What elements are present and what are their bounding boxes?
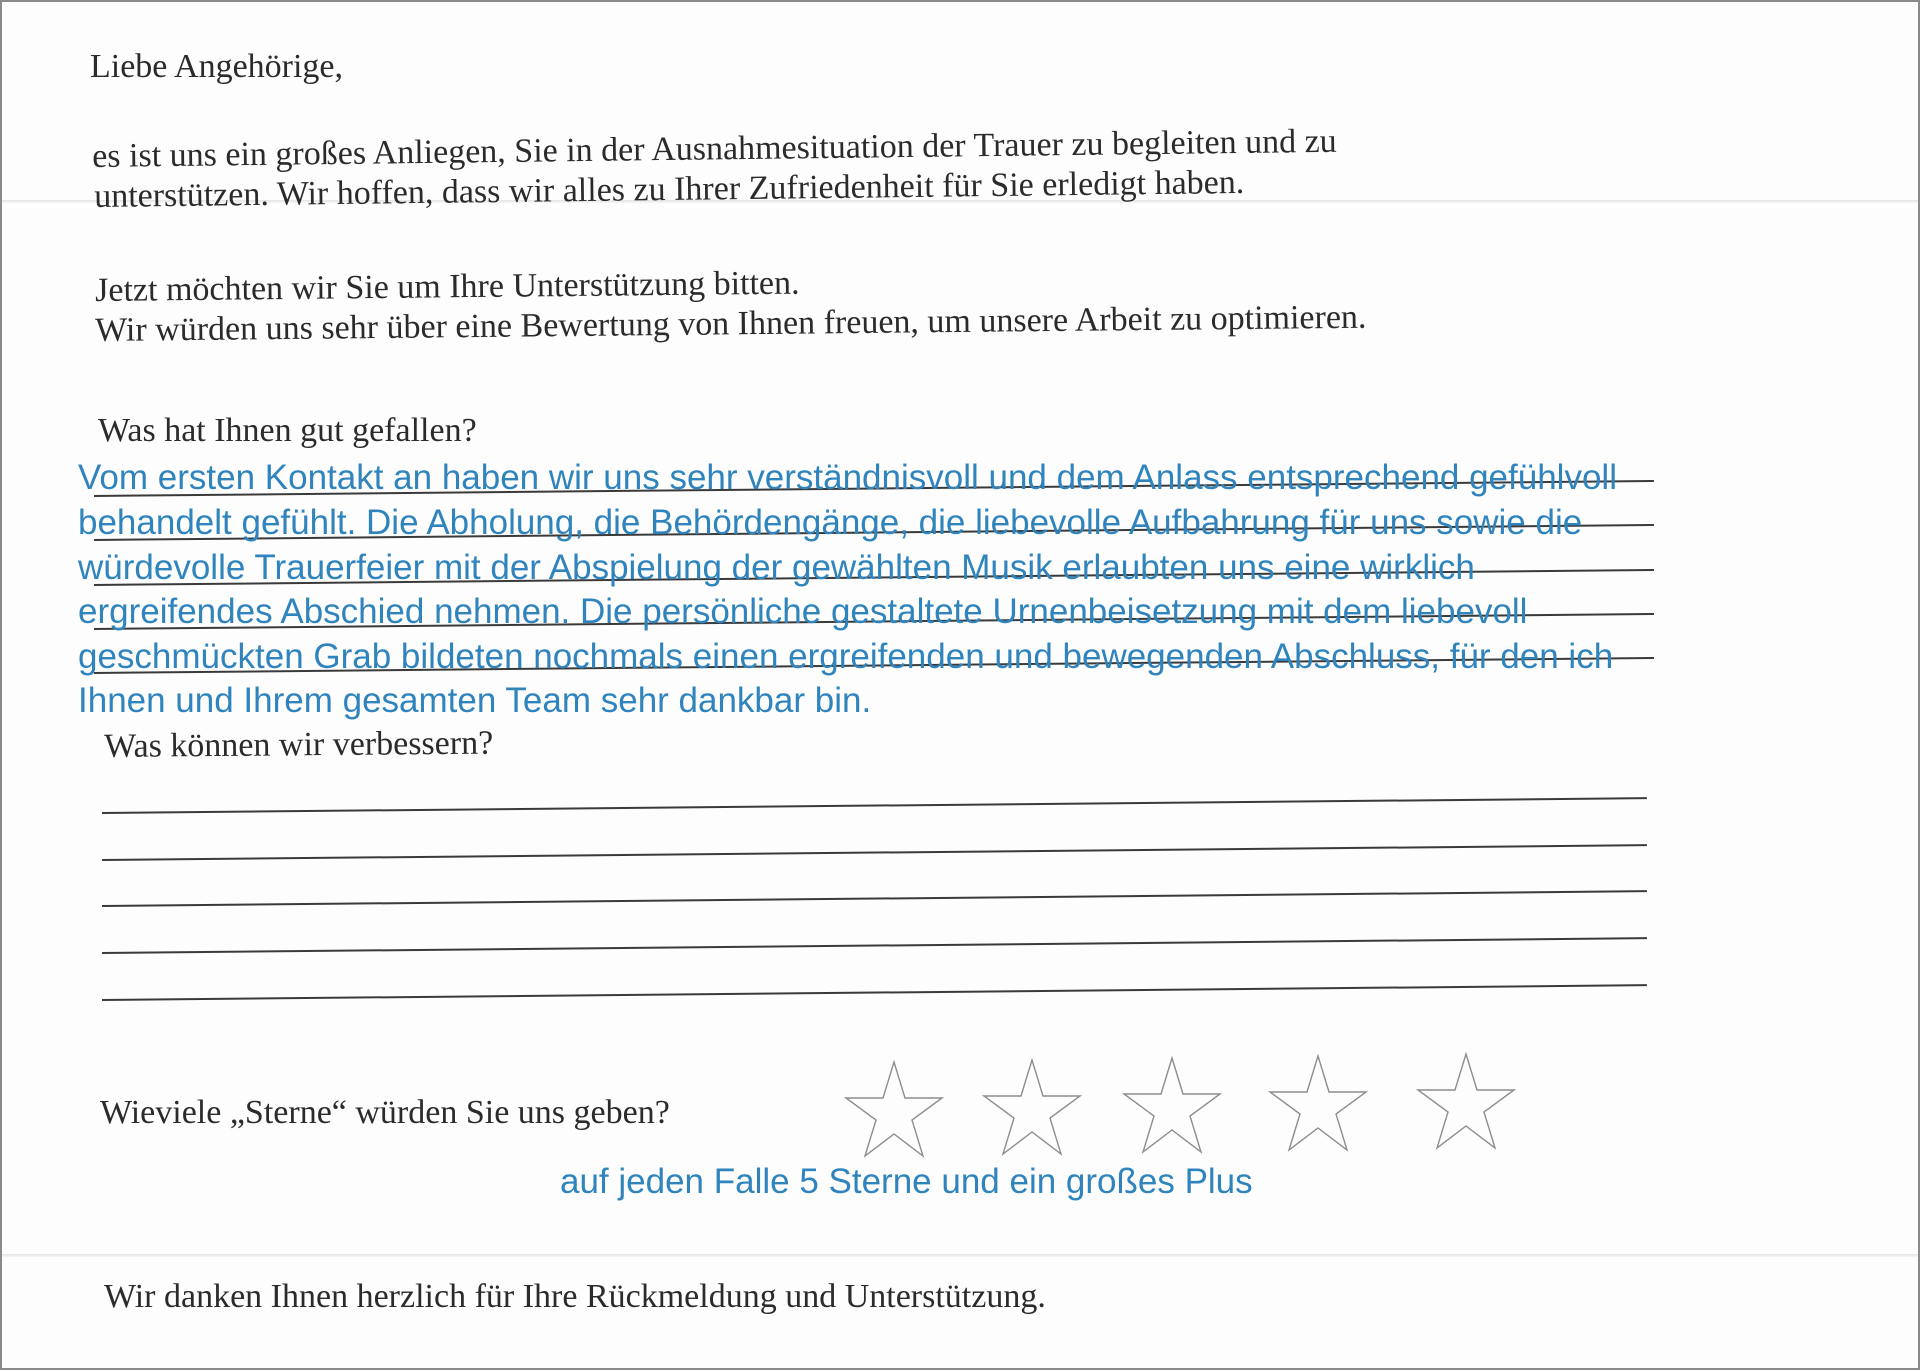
liked-answer-line-2: behandelt gefühlt. Die Abholung, die Behördengänge, die liebevolle Aufbahrung für uns sowie die: [78, 503, 1583, 542]
liked-answer-line-1: Vom ersten Kontakt an haben wir uns sehr verständnisvoll und dem Anlass entsprechend gefühlvoll: [78, 458, 1617, 497]
answer-rule-improve: [102, 844, 1647, 861]
request-line-1: Jetzt möchten wir Sie um Ihre Unterstützung bitten.: [94, 264, 800, 309]
question-stars: Wieviele „Sterne“ würden Sie uns geben?: [100, 1094, 670, 1131]
stars-answer: auf jeden Falle 5 Sterne und ein großes Plus: [560, 1162, 1253, 1201]
closing-line: Wir danken Ihnen herzlich für Ihre Rückmeldung und Unterstützung.: [104, 1278, 1046, 1315]
answer-rule-improve: [102, 797, 1647, 814]
star-icon: [982, 1058, 1082, 1158]
intro-line-1: es ist uns ein großes Anliegen, Sie in der Ausnahmesituation der Trauer zu begleiten und zu: [91, 122, 1337, 175]
liked-answer-line-6: Ihnen und Ihrem gesamten Team sehr dankbar bin.: [78, 681, 872, 720]
answer-rule-improve: [102, 890, 1647, 907]
request-line-2: Wir würden uns sehr über eine Bewertung von Ihnen freuen, um unsere Arbeit zu optimieren.: [94, 298, 1367, 349]
star-icon: [844, 1060, 944, 1160]
answer-rule-improve: [102, 984, 1647, 1001]
liked-answer-line-5: geschmückten Grab bildeten nochmals einen ergreifenden und bewegenden Abschluss, für den ich: [78, 637, 1614, 676]
liked-answer-line-3: würdevolle Trauerfeier mit der Abspielung der gewählten Musik erlaubten uns eine wirklich: [78, 548, 1475, 587]
paper-fold-line: [2, 1254, 1918, 1257]
question-liked: Was hat Ihnen gut gefallen?: [98, 412, 477, 449]
star-icon: [1416, 1052, 1516, 1152]
intro-line-2: unterstützen. Wir hoffen, dass wir alles zu Ihrer Zufriedenheit für Sie erledigt haben.: [93, 163, 1245, 215]
liked-answer-line-4: ergreifendes Abschied nehmen. Die persönliche gestaltete Urnenbeisetzung mit dem liebevoll: [78, 592, 1528, 631]
star-icon: [1122, 1056, 1222, 1156]
star-icon: [1268, 1054, 1368, 1154]
question-improve: Was können wir verbessern?: [103, 724, 494, 765]
answer-rule-improve: [102, 937, 1647, 954]
greeting: Liebe Angehörige,: [90, 48, 344, 85]
